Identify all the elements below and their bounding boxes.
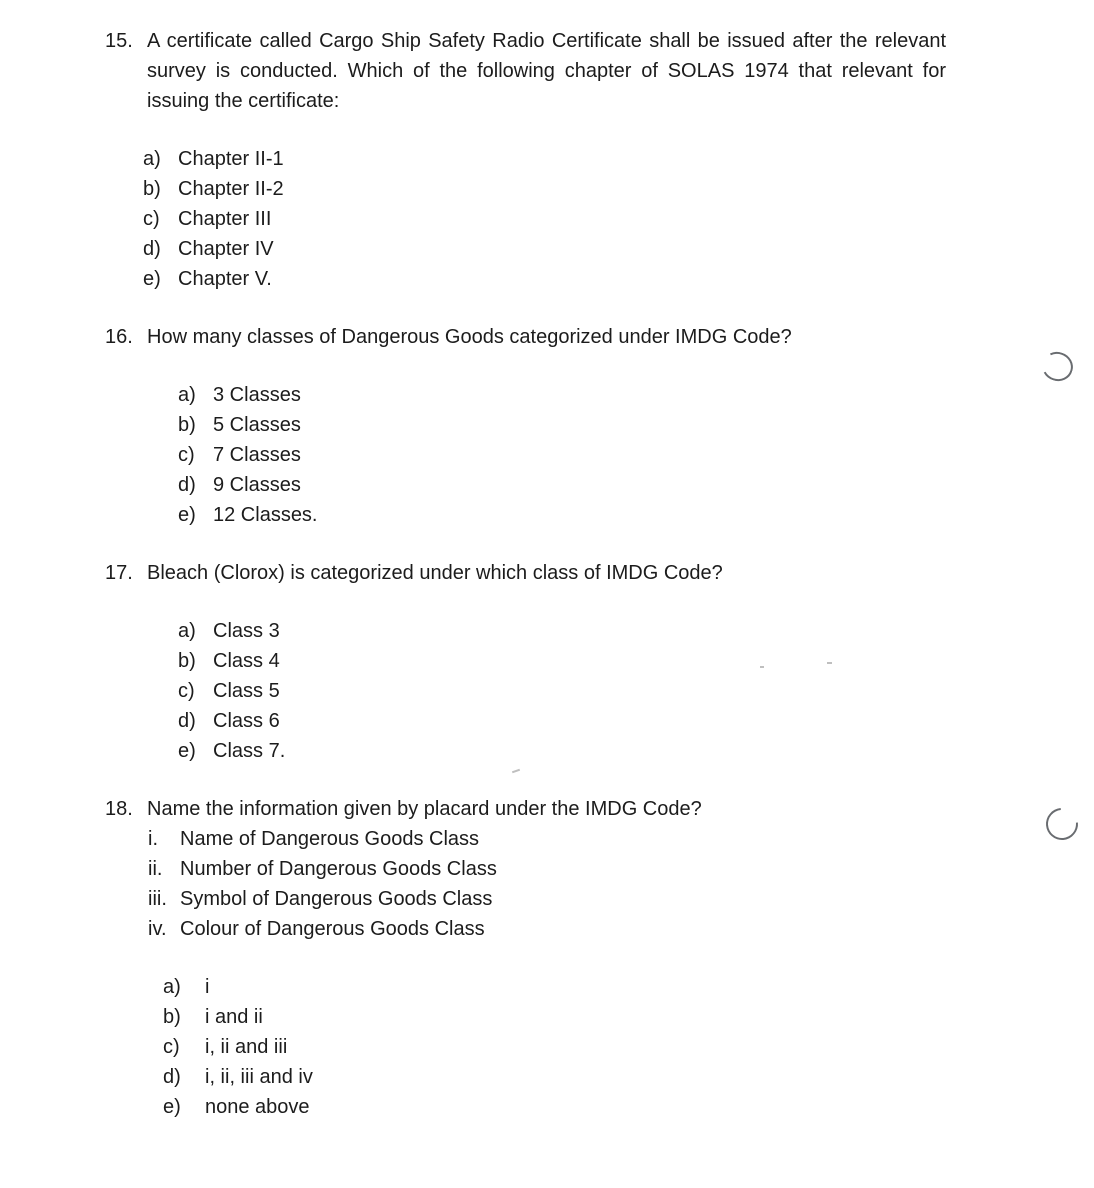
option-letter: e) (143, 268, 161, 290)
answer-option (178, 500, 946, 530)
answer-option (178, 440, 946, 470)
scan-artifact (827, 662, 832, 664)
question-17 (105, 558, 946, 766)
question-number: 18. (105, 798, 133, 820)
statement-item (148, 824, 946, 854)
question-head (105, 558, 946, 588)
answer-options (163, 972, 946, 1122)
option-letter: b) (143, 178, 161, 200)
option-text: Chapter IV (178, 238, 274, 260)
question-text: Bleach (Clorox) is categorized under which class of IMDG Code? (147, 562, 723, 584)
answer-option (178, 646, 946, 676)
answer-option (178, 380, 946, 410)
option-text: 7 Classes (213, 444, 301, 466)
option-text: Class 7. (213, 740, 286, 762)
option-letter: c) (143, 208, 160, 230)
answer-option (178, 616, 946, 646)
answer-option (163, 1092, 946, 1122)
question-number: 15. (105, 30, 133, 52)
scan-artifact (760, 666, 764, 668)
option-text: i, ii and iii (205, 1036, 288, 1058)
question-text: Name the information given by placard under the IMDG Code? (147, 798, 702, 820)
question-number: 16. (105, 326, 133, 348)
option-letter: a) (143, 148, 161, 170)
option-letter: e) (178, 504, 196, 526)
statement-text: Name of Dangerous Goods Class (180, 828, 480, 850)
answer-option (143, 204, 946, 234)
option-letter: a) (163, 976, 181, 998)
option-text: Class 4 (213, 650, 280, 672)
option-letter: d) (178, 710, 196, 732)
answer-options (178, 616, 946, 766)
scan-artifact (512, 769, 520, 774)
answer-option (163, 1002, 946, 1032)
question-15 (105, 26, 946, 294)
option-letter: b) (178, 650, 196, 672)
statement-numeral: i. (148, 828, 158, 850)
answer-options (178, 380, 946, 530)
option-letter: d) (163, 1066, 181, 1088)
option-letter: a) (178, 384, 196, 406)
statement-text: Symbol of Dangerous Goods Class (180, 888, 493, 910)
statement-text: Colour of Dangerous Goods Class (180, 918, 485, 940)
option-text: 12 Classes. (213, 504, 318, 526)
option-text: 9 Classes (213, 474, 301, 496)
statement-item (148, 854, 946, 884)
option-text: Chapter II-2 (178, 178, 284, 200)
answer-option (163, 1032, 946, 1062)
answer-option (178, 676, 946, 706)
question-16 (105, 322, 946, 530)
answer-option (143, 264, 946, 294)
option-text: i, ii, iii and iv (205, 1066, 313, 1088)
option-text: i and ii (205, 1006, 263, 1028)
option-letter: d) (143, 238, 161, 260)
question-text: How many classes of Dangerous Goods categorized under IMDG Code? (147, 326, 792, 348)
answer-option (143, 234, 946, 264)
statement-item (148, 914, 946, 944)
option-letter: c) (163, 1036, 180, 1058)
option-text: Chapter V. (178, 268, 272, 290)
option-text: i (205, 976, 210, 998)
answer-option (143, 174, 946, 204)
statement-numeral: ii. (148, 858, 163, 880)
statement-numeral: iii. (148, 888, 167, 910)
answer-option (178, 706, 946, 736)
answer-option (178, 470, 946, 500)
option-text: Chapter III (178, 208, 272, 230)
answer-option (163, 1062, 946, 1092)
option-text: Class 5 (213, 680, 280, 702)
answer-option (163, 972, 946, 1002)
option-letter: b) (163, 1006, 181, 1028)
option-text: Class 3 (213, 620, 280, 642)
question-18 (105, 794, 946, 1122)
option-letter: e) (163, 1096, 181, 1118)
answer-option (143, 144, 946, 174)
option-letter: c) (178, 680, 195, 702)
question-text: A certificate called Cargo Ship Safety Radio Certificate shall be issued after the relevant survey is conducted. Which of the following chapter of SOLAS 1974 that relevant for issuing the certificate: (147, 30, 946, 112)
answer-options (143, 144, 946, 294)
question-head (105, 794, 946, 824)
question-head (105, 322, 946, 352)
scan-pen-mark-icon (1039, 801, 1084, 846)
question-head (105, 26, 946, 116)
option-text: 3 Classes (213, 384, 301, 406)
answer-option (178, 410, 946, 440)
option-letter: a) (178, 620, 196, 642)
option-text: none above (205, 1096, 310, 1118)
statement-list (148, 824, 946, 944)
question-number: 17. (105, 562, 133, 584)
option-letter: c) (178, 444, 195, 466)
option-letter: e) (178, 740, 196, 762)
statement-item (148, 884, 946, 914)
statement-text: Number of Dangerous Goods Class (180, 858, 497, 880)
option-letter: d) (178, 474, 196, 496)
statement-numeral: iv. (148, 918, 167, 940)
option-text: 5 Classes (213, 414, 301, 436)
option-letter: b) (178, 414, 196, 436)
option-text: Class 6 (213, 710, 280, 732)
answer-option (178, 736, 946, 766)
option-text: Chapter II-1 (178, 148, 284, 170)
scan-pen-mark-icon (1038, 348, 1076, 385)
